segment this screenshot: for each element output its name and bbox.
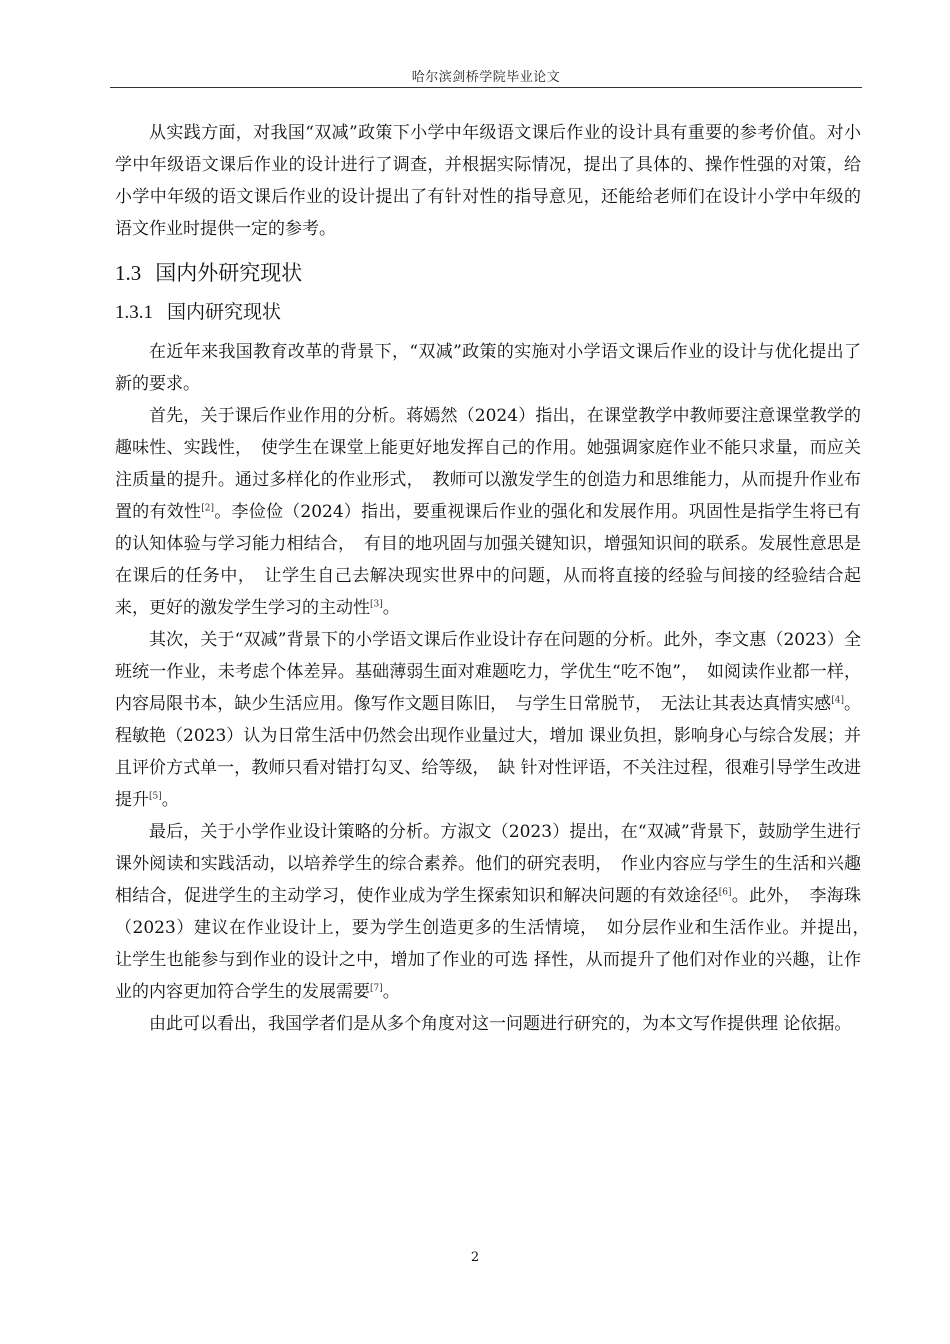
citation-4: [4] <box>831 695 844 706</box>
paragraph-2-text-c: 。 <box>382 598 400 618</box>
intro-paragraph: 从实践方面，对我国“双减”政策下小学中年级语文课后作业的设计具有重要的参考价值。对小学中年级语文课后作业的设计进行了调查，并根据实际情况，提出了具体的、操作性强的对策，给小学中年级的语文课后作业的设计提出了有针对性的指导意见，还能给老师们在设计小学中年级的语文作业时提供一定的参考。 <box>115 123 861 239</box>
citation-2: [2] <box>201 503 214 514</box>
paragraph-3-text-b: 。程敏艳（2023）认为日常生活中仍然会出现作业量过大，增加 课业负担，影响身心与综合发展；并且评价方式单一，教师只看对错打勾叉、给等级， 缺 针对性评语，不关注过程，很难引导学生改进提升 <box>115 694 862 810</box>
section-title: 国内外研究现状 <box>155 261 303 285</box>
subsection-number: 1.3.1 <box>115 302 153 323</box>
paragraph-4-text-c: 。 <box>382 982 400 1002</box>
paragraph-5: 由此可以看出，我国学者们是从多个角度对这一问题进行研究的，为本文写作提供理 论依据。 <box>149 1014 852 1034</box>
paragraph-4-text-a: 最后，关于小学作业设计策略的分析。方淑文（2023）提出，在“双减”背景下，鼓励学生进行课外阅读和实践活动，以培养学生的综合素养。他们的研究表明， 作业内容应与学生的生活和兴趣相结合，促进学生的主动学习，使作业成为学生探索知识和解决问题的有效途径 <box>115 822 861 906</box>
document-body <box>115 117 878 1040</box>
paragraph-2-text-b: 。李俭俭（2024）指出，要重视课后作业的强化和发展作用。巩固性是指学生将已有的认知体验与学习能力相结合， 有目的地巩固与加强关键知识，增强知识间的联系。发展性意思是在课后的任务中， 让学生自己去解决现实世界中的问题，从而将直接的经验与间接的经验结合起来，更好的激发学生学习的主动性 <box>115 502 861 618</box>
section-heading <box>115 257 861 289</box>
paragraph-3-text-a: 其次，关于“双减”背景下的小学语文课后作业设计存在问题的分析。此外，李文惠（2023）全班统一作业，未考虑个体差异。基础薄弱生面对难题吃力，学优生“吃不饱”， 如阅读作业都一样，内容局限书本，缺少生活应用。像写作文题目陈旧， 与学生日常脱节， 无法让其表达真情实感 <box>115 630 861 714</box>
section-number: 1.3 <box>115 261 142 285</box>
citation-6: [6] <box>718 887 732 898</box>
header-divider <box>110 87 862 88</box>
citation-7: [7] <box>370 983 383 994</box>
paragraph-3 <box>115 624 861 816</box>
subsection-title: 国内研究现状 <box>167 301 282 323</box>
subsection-heading <box>115 297 861 328</box>
paragraph-4 <box>115 816 878 1008</box>
paragraph-1: 在近年来我国教育改革的背景下，“双减”政策的实施对小学语文课后作业的设计与优化提出了新的要求。 <box>115 342 861 394</box>
paragraph-2 <box>115 400 861 624</box>
page-number: 2 <box>470 1250 480 1265</box>
paragraph-2-text-a: 首先，关于课后作业作用的分析。蒋嫣然（2024）指出，在课堂教学中教师要注意课堂教学的趣味性、实践性， 使学生在课堂上能更好地发挥自己的作用。她强调家庭作业不能只求量，而应关注质量的提升。通过多样化的作业形式， 教师可以激发学生的创造力和思维能力，从而提升作业布置的有效性 <box>115 406 861 522</box>
citation-5: [5] <box>149 791 162 802</box>
page-header: 哈尔滨剑桥学院毕业论文 <box>411 70 561 85</box>
citation-3: [3] <box>370 599 383 610</box>
paragraph-3-text-c: 。 <box>161 790 179 810</box>
paragraph-4-text-b: 。此外， 李海珠（2023）建议在作业设计上，要为学生创造更多的生活情境， 如分层作业和生活作业。并提出， 让学生也能参与到作业的设计之中，增加了作业的可选 择性，从而提升了他们对作业的兴趣，让作业的内容更加符合学生的发展需要 <box>115 886 878 1002</box>
